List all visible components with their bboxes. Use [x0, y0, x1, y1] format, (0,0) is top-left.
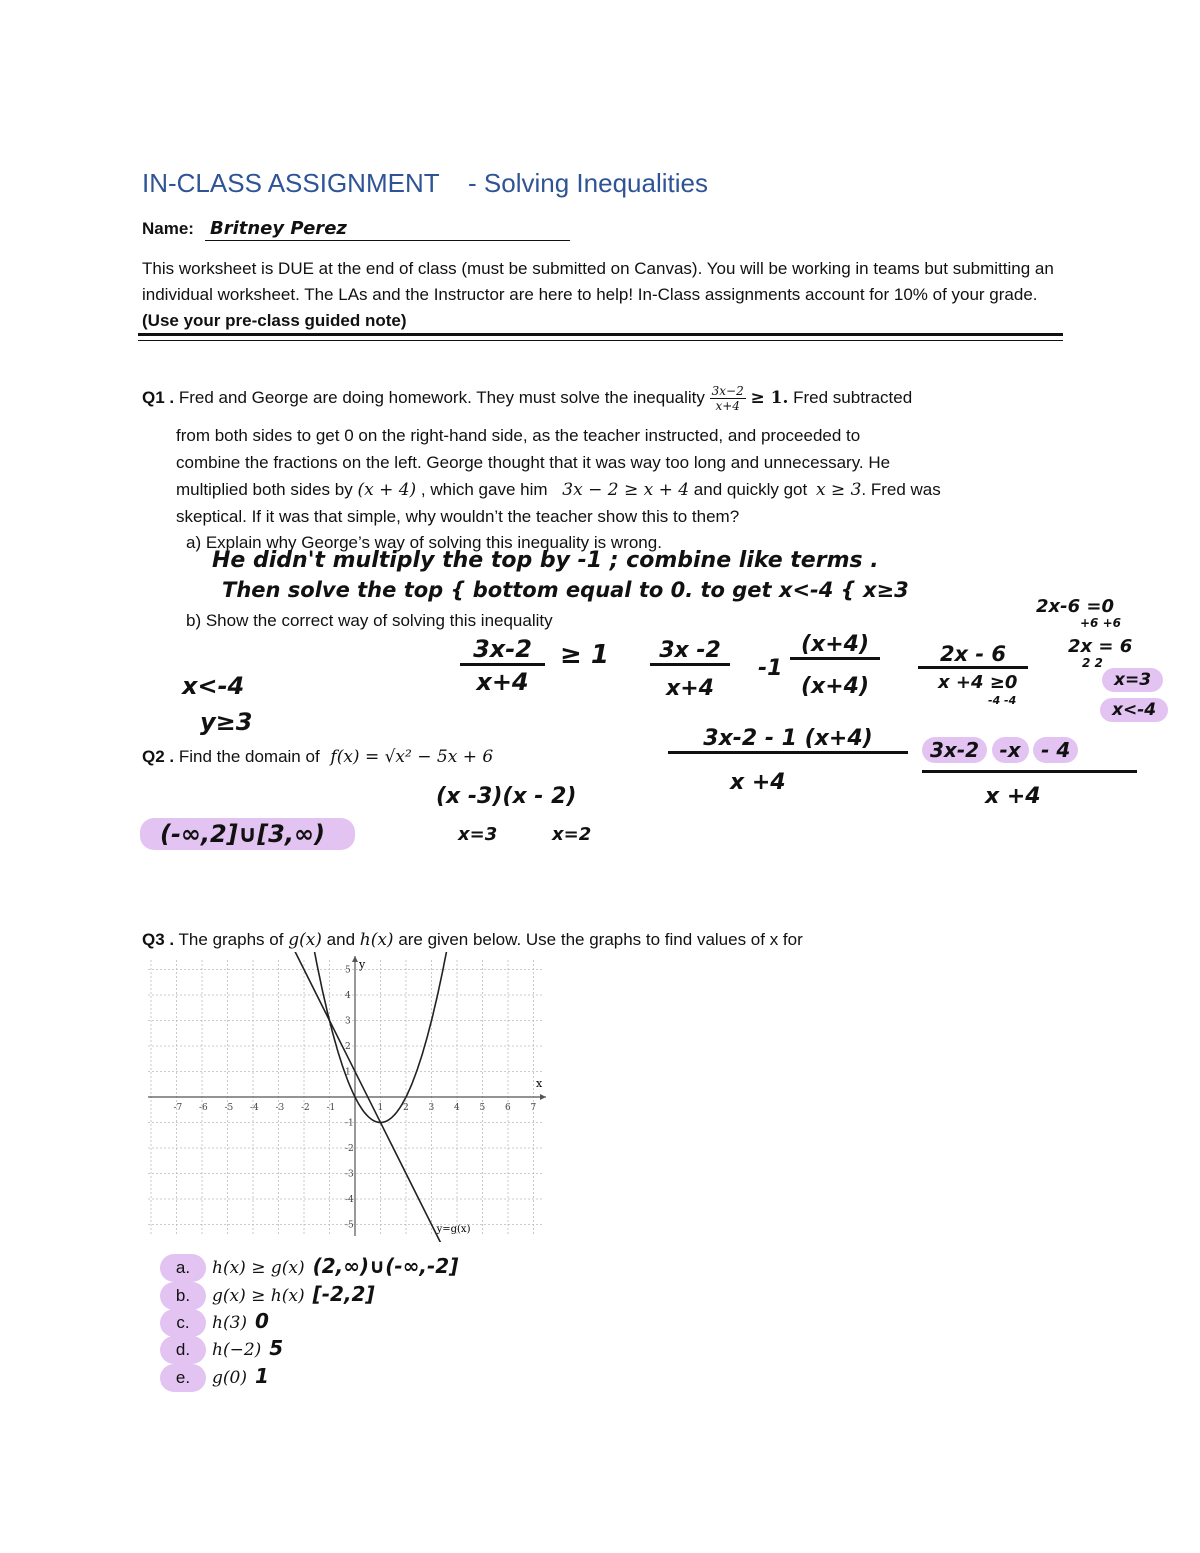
hw-corner-3: 2x = 6 — [1068, 636, 1133, 657]
graph-annotations — [436, 952, 494, 1235]
x-tick-label: 2 — [403, 1103, 409, 1113]
q1-line1 — [142, 384, 912, 413]
x-tick-label: -6 — [199, 1103, 208, 1113]
option-label: a. — [160, 1254, 206, 1282]
q2-hw-root2: x=2 — [552, 824, 592, 845]
hw-corner-2: +6 +6 — [1080, 616, 1121, 630]
x-tick-label: 1 — [377, 1103, 384, 1113]
option-hw-answer: 0 — [255, 1309, 269, 1333]
hw-w2-num2: (x+4) — [790, 632, 880, 660]
q2-hw-root1: x=3 — [458, 824, 498, 845]
q2-line — [142, 743, 493, 771]
hw-w2-num: 3x -2 — [650, 638, 730, 666]
y-axis-arrow — [352, 956, 358, 962]
q1-hw-answer-line2: Then solve the top { bottom equal to 0. to get x<-4 { x≥3 — [222, 578, 909, 602]
hw-w4-a: 3x-2 — [922, 737, 987, 763]
x-tick-label: -4 — [250, 1103, 259, 1113]
q3-and: and — [326, 930, 356, 949]
hw-w2-mid: -1 — [758, 656, 783, 681]
q3-option-c — [160, 1307, 269, 1335]
q1-lead: Fred and George are doing homework. They must solve the inequality — [178, 388, 705, 407]
q1-line2: from both sides to get 0 on the right-hand side, as the teacher instructed, and proceeded to — [176, 426, 861, 445]
option-label: e. — [160, 1364, 206, 1392]
hw-w4-c: - 4 — [1033, 737, 1078, 763]
divider — [138, 333, 1063, 336]
hw-w1-rel: ≥ 1 — [560, 640, 609, 670]
hw-answer-x3: x=3 — [1102, 668, 1163, 692]
hw-answer-xlt-4: x<-4 — [1100, 698, 1168, 722]
y-tick-label: -5 — [345, 1220, 354, 1231]
hw-corner-1: 2x-6 =0 — [1036, 596, 1115, 617]
x-tick-label: -7 — [173, 1103, 183, 1113]
q1-frac-num: 3x−2 — [711, 384, 744, 399]
hw-w2-den2: (x+4) — [800, 674, 870, 699]
page-title: IN-CLASS ASSIGNMENT - Solving Inequalities — [142, 168, 708, 198]
hw-w4-b: -x — [992, 737, 1029, 763]
x-tick-label: 5 — [479, 1103, 486, 1113]
student-name: Britney Perez — [210, 218, 347, 239]
hw-w4-den: x +4 — [985, 784, 1041, 809]
q1-line4b: , which gave him — [420, 480, 548, 499]
q2-number: Q2 . — [142, 747, 175, 766]
y-tick-label: 1 — [345, 1067, 351, 1078]
x-axis-label: x — [536, 1077, 543, 1090]
hw-w3-num: 3x-2 - 1 (x+4) — [668, 726, 908, 754]
hw-w5-small: -4 -4 — [988, 694, 1017, 707]
q1-line4 — [176, 476, 941, 504]
option-hw-answer: [-2,2] — [312, 1282, 375, 1306]
hw-w2-den: x+4 — [666, 676, 714, 701]
hw-w1-num: 3x-2 — [460, 635, 545, 666]
q3-text-b: are given below. Use the graphs to find values of x for — [398, 930, 803, 949]
y-tick-label: 5 — [345, 965, 351, 976]
hw-w4-num — [922, 738, 1137, 773]
q1-line4c: and quickly got — [693, 480, 808, 499]
q1-line5: skeptical. If it was that simple, why wouldn’t the teacher show this to them? — [176, 507, 740, 526]
intro-paragraph — [142, 256, 1072, 334]
option-expression: h(−2) — [212, 1340, 262, 1360]
hw-left-2: y≥3 — [200, 708, 253, 736]
hw-w1-den: x+4 — [476, 668, 529, 696]
option-expression: g(0) — [212, 1368, 247, 1388]
q3-option-b — [160, 1280, 375, 1308]
intro-bold-note: (Use your pre-class guided note) — [142, 311, 407, 330]
x-axis-arrow — [540, 1094, 546, 1100]
x-tick-label: -5 — [224, 1103, 234, 1113]
option-hw-answer: (2,∞)∪(-∞,-2] — [312, 1254, 459, 1278]
option-hw-answer: 1 — [254, 1364, 269, 1388]
x-tick-label: -3 — [275, 1103, 285, 1113]
x-tick-label: 3 — [428, 1103, 435, 1113]
q1-line4a: multiplied both sides by — [176, 480, 353, 499]
q3-text-a: The graphs of — [178, 930, 284, 949]
q1-line3: combine the fractions on the left. George thought that it was way too long and unnecessary. He — [176, 453, 891, 472]
q3-line — [142, 926, 803, 954]
q1-rel: ≥ 1. — [750, 388, 789, 408]
name-label: Name: — [142, 219, 194, 238]
option-expression: g(x) ≥ h(x) — [212, 1286, 305, 1306]
y-tick-label: -3 — [345, 1169, 354, 1180]
q3-g: g(x) — [288, 930, 322, 950]
q1-fraction — [710, 384, 746, 413]
x-tick-label: 7 — [530, 1103, 537, 1113]
intro-text: This worksheet is DUE at the end of class (must be submitted on Canvas). You will be working in teams but submitting an individual worksheet. The LAs and the Instructor are here to help! In-Class assignments account for 10% of your grade. — [142, 259, 1054, 304]
name-underline — [205, 240, 570, 241]
label-g: y=g(x) — [436, 1224, 471, 1236]
x-tick-label: -1 — [326, 1103, 336, 1113]
hw-w5-den: x +4 ≥0 — [938, 672, 1018, 693]
y-tick-label: -1 — [345, 1118, 354, 1129]
q1-number: Q1 . — [142, 388, 175, 407]
option-expression: h(3) — [212, 1313, 248, 1333]
q1-math-3: x ≥ 3 — [815, 480, 862, 500]
q3-h: h(x) — [359, 930, 394, 950]
q3-graph — [140, 952, 550, 1242]
x-tick-label: 4 — [454, 1103, 460, 1113]
q1-math-1: (x + 4) — [357, 480, 417, 500]
q1-line1-tail: Fred subtracted — [793, 388, 913, 407]
y-axis-label: y — [359, 958, 366, 971]
q1-hw-answer-line1: He didn't multiply the top by -1 ; combine like terms . — [212, 548, 879, 573]
q3-option-d — [160, 1334, 283, 1362]
q2-hw-factor: (x -3)(x - 2) — [436, 784, 577, 809]
hw-w3-den: x +4 — [730, 770, 786, 795]
q1-line4d: . Fred was — [861, 480, 941, 499]
q1-math-2: 3x − 2 ≥ x + 4 — [562, 480, 690, 500]
q2-hw-answer: (-∞,2]∪[3,∞) — [140, 818, 355, 850]
option-hw-answer: 5 — [269, 1336, 284, 1360]
option-expression: h(x) ≥ g(x) — [212, 1258, 305, 1278]
q2-func: f(x) = √x² − 5x + 6 — [330, 747, 494, 767]
y-tick-label: 2 — [345, 1042, 351, 1052]
q3-number: Q3 . — [142, 930, 175, 949]
q1-frac-den: x+4 — [715, 399, 740, 414]
q3-option-e — [160, 1362, 269, 1390]
y-tick-label: 4 — [345, 991, 351, 1001]
x-tick-label: 6 — [505, 1103, 511, 1113]
divider — [138, 340, 1063, 341]
q2-text: Find the domain of — [178, 747, 320, 766]
option-label: c. — [160, 1309, 206, 1337]
q3-option-a — [160, 1252, 458, 1280]
hw-left-1: x<-4 — [182, 672, 245, 700]
hw-w5-num: 2x - 6 — [918, 642, 1028, 669]
y-tick-label: -2 — [345, 1144, 354, 1154]
hw-corner-4: 2 2 — [1082, 656, 1103, 670]
x-tick-label: -2 — [301, 1103, 310, 1113]
y-tick-label: -4 — [345, 1195, 354, 1205]
option-label: d. — [160, 1336, 206, 1364]
q1-part-a: a) Explain why George’s way of solving this inequality is wrong. — [186, 533, 662, 552]
option-label: b. — [160, 1282, 206, 1310]
y-tick-label: 3 — [345, 1016, 351, 1027]
q1-part-b: b) Show the correct way of solving this inequality — [186, 611, 553, 630]
